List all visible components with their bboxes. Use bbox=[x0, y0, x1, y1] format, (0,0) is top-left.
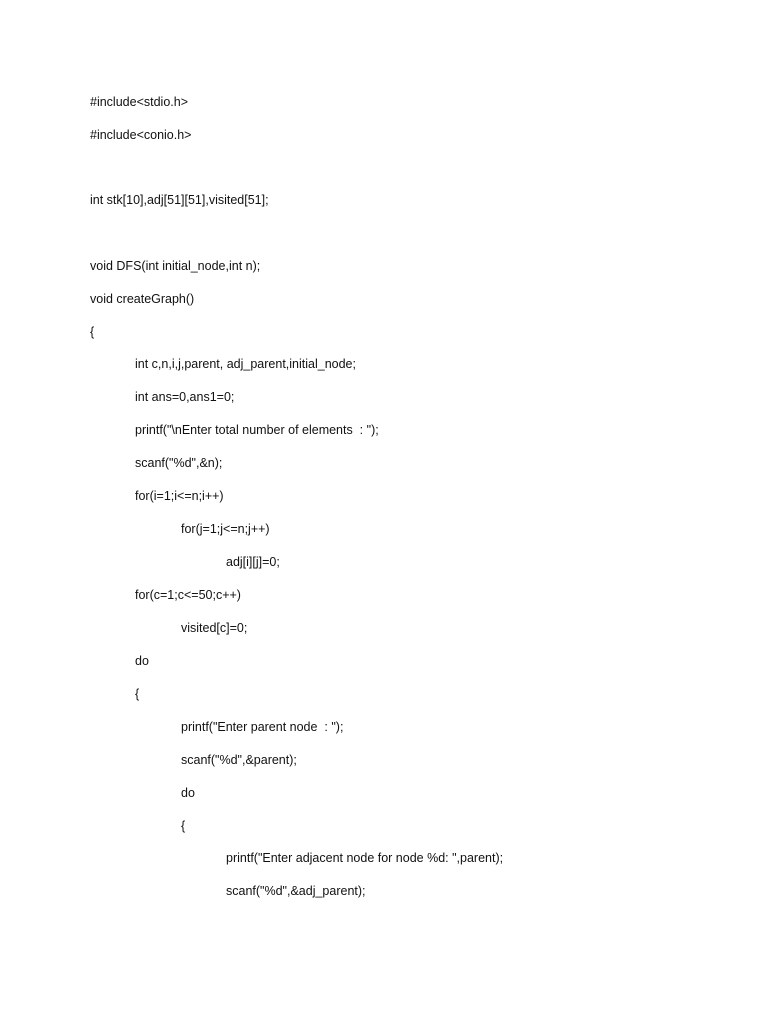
code-line-7: int c,n,i,j,parent, adj_parent,initial_node; bbox=[135, 357, 356, 371]
code-line-14: for(c=1;c<=50;c++) bbox=[135, 588, 241, 602]
code-line-6: { bbox=[90, 325, 95, 339]
code-line-12: for(j=1;j<=n;j++) bbox=[181, 522, 270, 536]
code-line-19: scanf("%d",&parent); bbox=[181, 753, 297, 767]
code-line-5: void createGraph() bbox=[90, 292, 195, 306]
code-line-16: do bbox=[135, 654, 149, 668]
code-line-21: { bbox=[181, 819, 186, 833]
code-line-10: scanf("%d",&n); bbox=[135, 456, 223, 470]
code-line-11: for(i=1;i<=n;i++) bbox=[135, 489, 224, 503]
code-line-23: scanf("%d",&adj_parent); bbox=[226, 884, 366, 898]
code-line-15: visited[c]=0; bbox=[181, 621, 248, 635]
code-line-8: int ans=0,ans1=0; bbox=[135, 390, 235, 404]
code-line-9: printf("\nEnter total number of elements : "); bbox=[135, 423, 379, 437]
code-line-22: printf("Enter adjacent node for node %d: ",parent); bbox=[226, 851, 504, 865]
code-line-13: adj[i][j]=0; bbox=[226, 555, 280, 569]
code-line-18: printf("Enter parent node : "); bbox=[181, 720, 344, 734]
code-line-17: { bbox=[135, 687, 140, 701]
code-line-2: #include<conio.h> bbox=[90, 128, 192, 142]
code-line-20: do bbox=[181, 786, 195, 800]
code-line-1: #include<stdio.h> bbox=[90, 95, 188, 109]
code-line-3: int stk[10],adj[51][51],visited[51]; bbox=[90, 193, 269, 207]
code-line-4: void DFS(int initial_node,int n); bbox=[90, 259, 261, 273]
